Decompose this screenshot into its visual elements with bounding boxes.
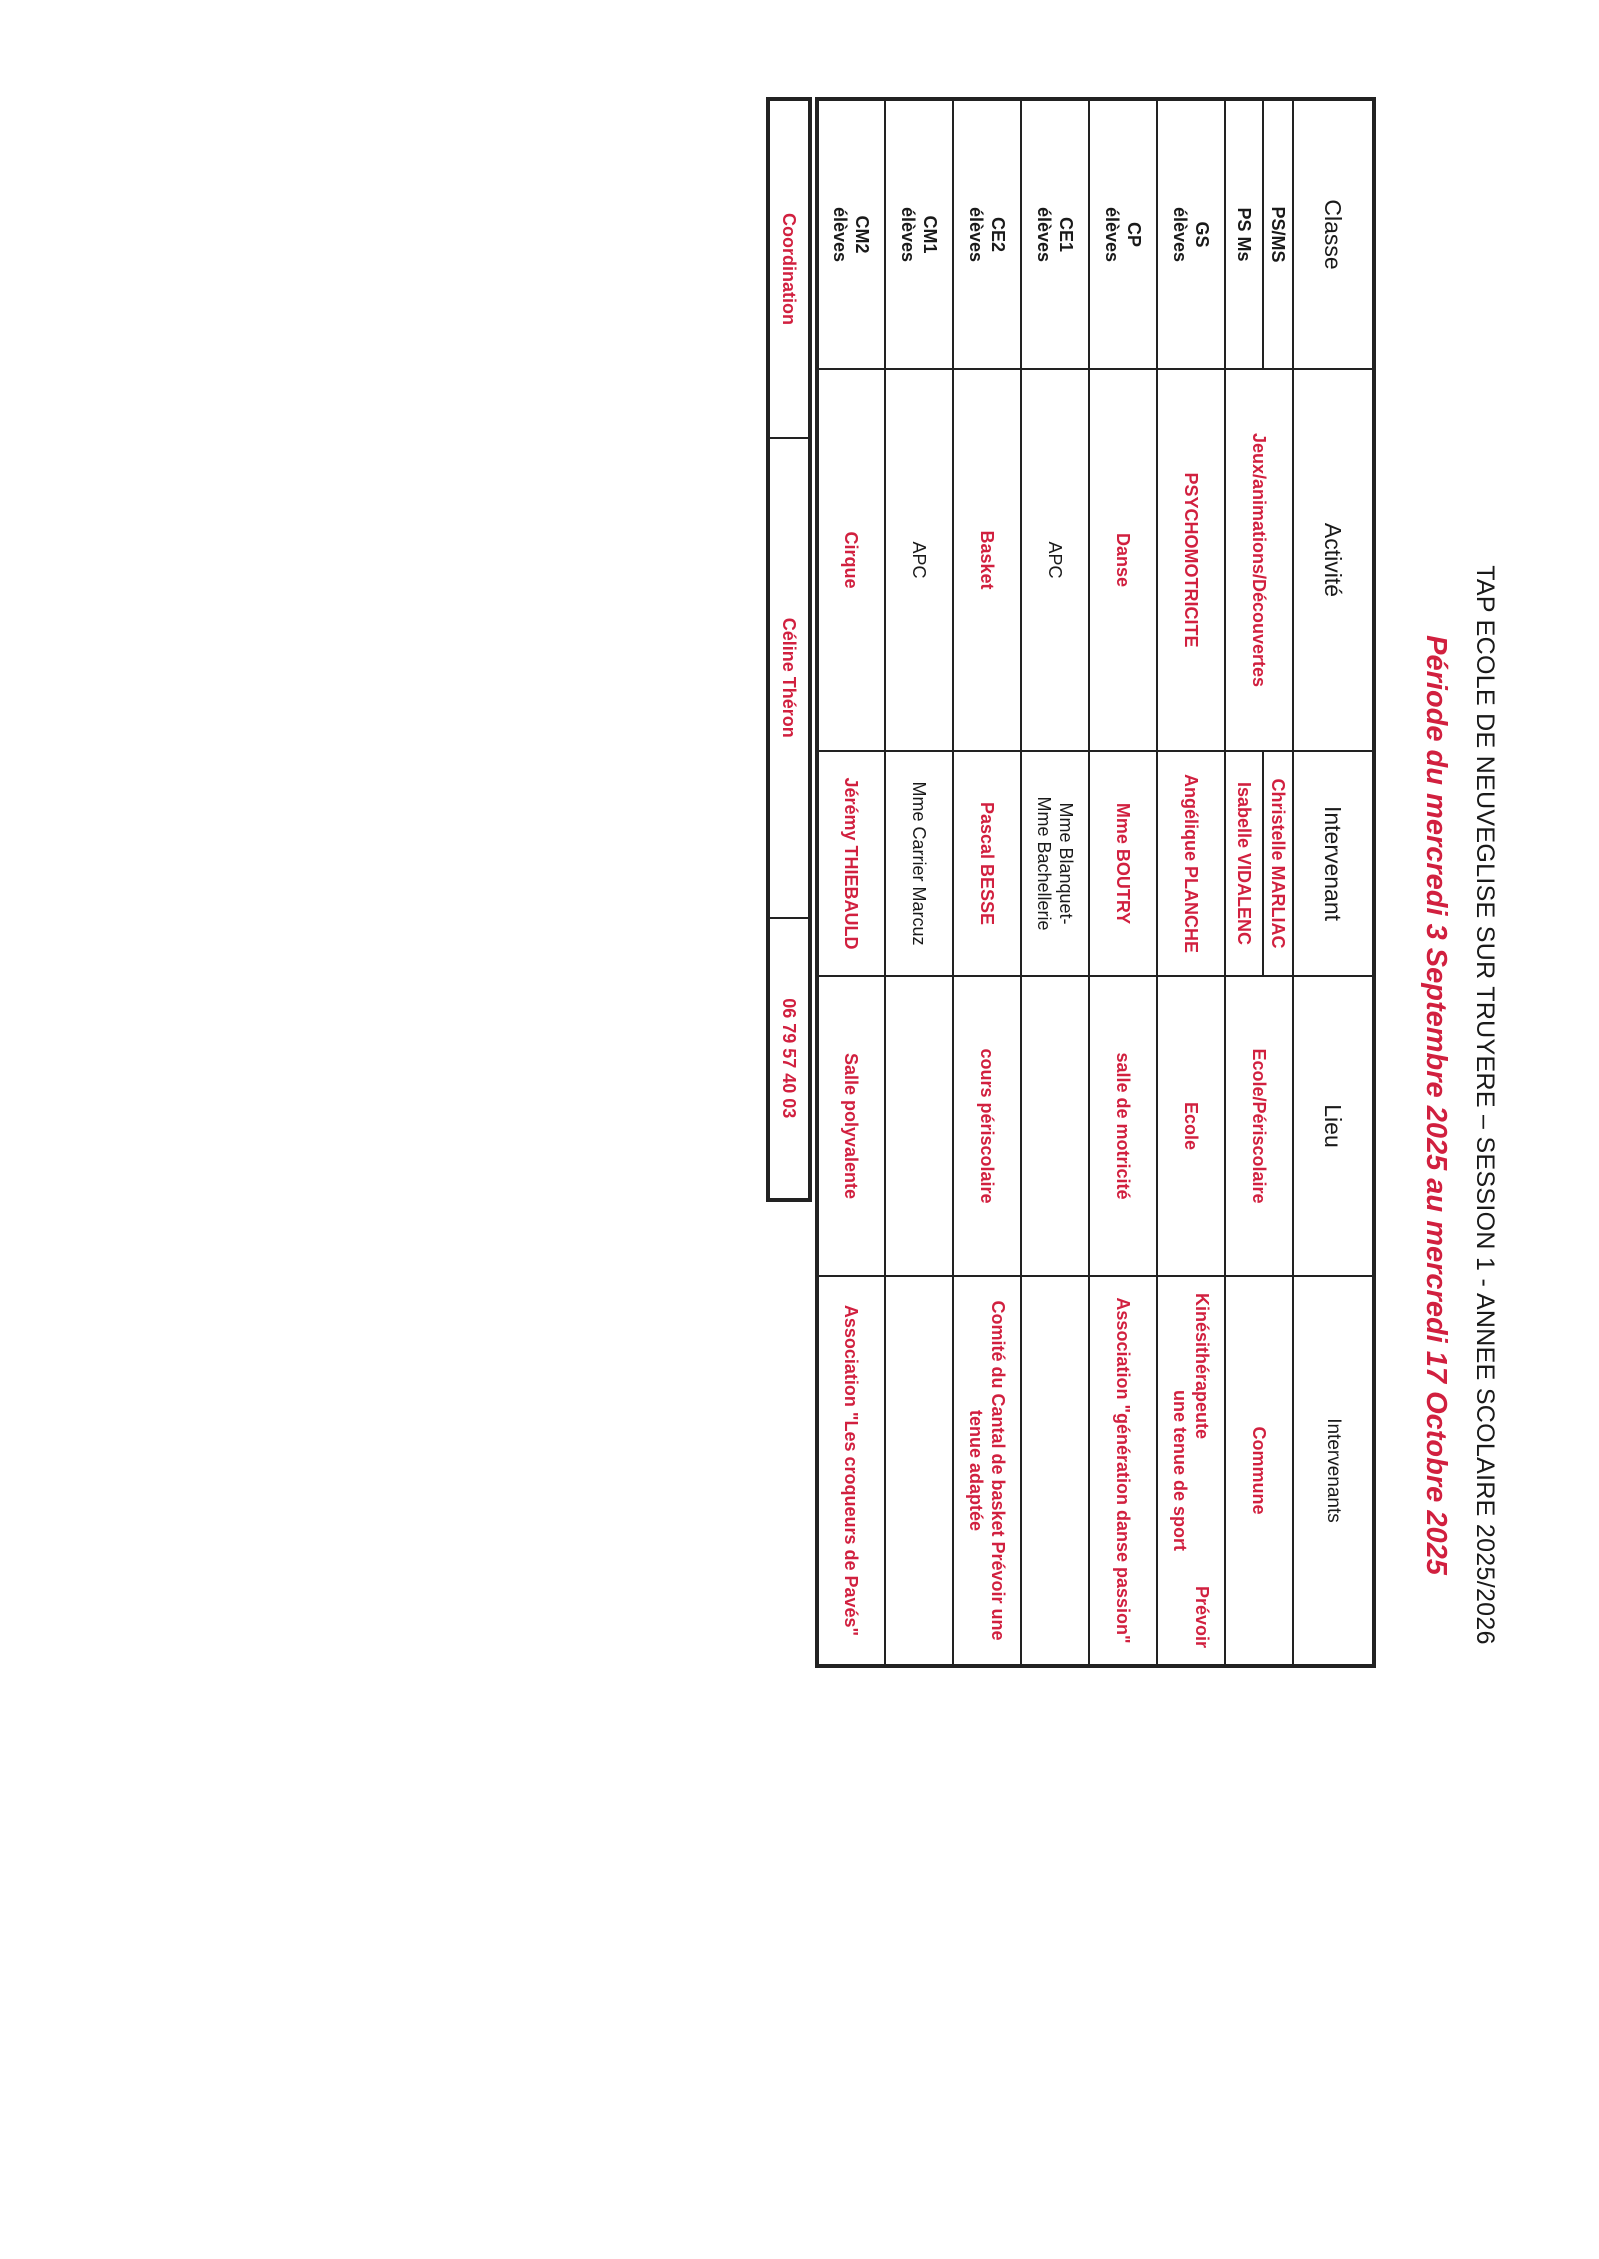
classe-label: CM2 bbox=[852, 215, 873, 254]
intervenant-cell bbox=[1021, 751, 1089, 976]
lieu-cell bbox=[1089, 976, 1157, 1276]
coordination-label: Coordination bbox=[768, 99, 810, 438]
table-row bbox=[1021, 99, 1089, 1666]
intervenant-label: Angélique PLANCHE bbox=[1181, 773, 1201, 953]
classe-cell bbox=[1157, 99, 1225, 369]
lieu-cell bbox=[885, 976, 953, 1276]
activite-label: Danse bbox=[1113, 532, 1133, 588]
classe-cell bbox=[953, 99, 1021, 369]
activite-label: APC bbox=[909, 541, 929, 579]
intervenants-cell bbox=[1089, 1276, 1157, 1666]
intervenants-cell bbox=[817, 1276, 885, 1666]
intervenant-cell bbox=[1225, 751, 1263, 976]
activite-cell bbox=[953, 369, 1021, 751]
intervenants-label: Association "Les croqueurs de Pavés" bbox=[841, 1304, 862, 1637]
table-row bbox=[1157, 99, 1225, 1666]
intervenants-note-line2: une tenue de sport bbox=[1170, 1389, 1190, 1551]
table-row bbox=[1089, 99, 1157, 1666]
intervenants-label: Comité du Cantal de basket Prévoir une bbox=[988, 1300, 1008, 1641]
activite-cell bbox=[1089, 369, 1157, 751]
activite-label: PSYCHOMOTRICITE bbox=[1181, 472, 1201, 648]
classe-sublabel: élèves bbox=[1170, 206, 1190, 263]
intervenants-label: Commune bbox=[1249, 1426, 1269, 1515]
intervenants-cell bbox=[1225, 1276, 1293, 1666]
intervenants-label-line2: tenue adaptée bbox=[966, 1409, 986, 1532]
lieu-label: cours périscolaire bbox=[977, 1048, 997, 1204]
classe-sublabel: élèves bbox=[830, 206, 851, 263]
activite-label: Basket bbox=[977, 530, 997, 590]
intervenants-cell bbox=[953, 1276, 1021, 1666]
lieu-cell bbox=[1225, 976, 1293, 1276]
header-lieu: Lieu bbox=[1293, 976, 1374, 1276]
intervenant-label: Christelle MARLIAC bbox=[1268, 778, 1288, 949]
table-row bbox=[1263, 99, 1293, 1666]
coordination-phone: 06 79 57 40 03 bbox=[768, 918, 810, 1200]
coordination-table bbox=[766, 97, 812, 1202]
activite-label: Cirque bbox=[841, 531, 862, 589]
table-row bbox=[953, 99, 1021, 1666]
activite-cell bbox=[1021, 369, 1089, 751]
classe-label: PS/MS bbox=[1268, 206, 1288, 263]
schedule-table bbox=[815, 97, 1376, 1668]
intervenant-label: Mme Blanquet- bbox=[1056, 802, 1076, 925]
classe-cell bbox=[1021, 99, 1089, 369]
intervenant-label: Isabelle VIDALENC bbox=[1234, 781, 1254, 946]
intervenant-label: Pascal BESSE bbox=[977, 801, 997, 926]
classe-sublabel: élèves bbox=[1034, 206, 1054, 263]
header-intervenants: Intervenants bbox=[1293, 1276, 1374, 1666]
intervenants-label: Association "génération danse passion" bbox=[1113, 1297, 1133, 1644]
header-intervenant: Intervenant bbox=[1293, 751, 1374, 976]
classe-label: CP bbox=[1124, 221, 1144, 247]
activite-cell bbox=[885, 369, 953, 751]
coordination-name: Céline Théron bbox=[768, 438, 810, 918]
intervenants-cell bbox=[1157, 1276, 1225, 1666]
lieu-cell bbox=[1021, 976, 1089, 1276]
intervenants-cell bbox=[1021, 1276, 1089, 1666]
intervenants-note: Prévoir bbox=[1192, 1585, 1212, 1648]
intervenant-cell bbox=[953, 751, 1021, 976]
classe-cell bbox=[1089, 99, 1157, 369]
classe-cell bbox=[1225, 99, 1263, 369]
classe-label: PS Ms bbox=[1234, 207, 1254, 262]
table-row bbox=[885, 99, 953, 1666]
activite-cell bbox=[817, 369, 885, 751]
intervenants-label: Kinésithérapeute bbox=[1192, 1293, 1212, 1440]
activite-cell bbox=[1225, 369, 1293, 751]
coordination-row bbox=[768, 99, 810, 1200]
classe-cell bbox=[885, 99, 953, 369]
intervenant-cell bbox=[1089, 751, 1157, 976]
classe-cell bbox=[1263, 99, 1293, 369]
classe-label: CE2 bbox=[988, 216, 1008, 252]
intervenants-cell bbox=[885, 1276, 953, 1666]
header-classe: Classe bbox=[1293, 99, 1374, 369]
lieu-cell bbox=[817, 976, 885, 1276]
classe-label: CE1 bbox=[1056, 216, 1076, 252]
classe-label: GS bbox=[1192, 221, 1212, 248]
lieu-cell bbox=[1157, 976, 1225, 1276]
intervenant-label-line2: Mme Bachellerie bbox=[1034, 796, 1054, 931]
classe-cell bbox=[817, 99, 885, 369]
lieu-label: Salle polyvalente bbox=[841, 1052, 862, 1200]
classe-sublabel: élèves bbox=[898, 206, 918, 263]
intervenant-cell bbox=[1263, 751, 1293, 976]
table-row bbox=[817, 99, 885, 1666]
intervenant-label: Mme Carrier Marcuz bbox=[909, 781, 929, 946]
intervenant-cell bbox=[1157, 751, 1225, 976]
lieu-label: Ecole bbox=[1181, 1101, 1201, 1151]
period-subtitle: Période du mercredi 3 Septembre 2025 au mercredi 17 Octobre 2025 bbox=[1420, 635, 1452, 1575]
intervenant-cell bbox=[817, 751, 885, 976]
intervenant-label: Jérémy THIEBAULD bbox=[841, 777, 862, 950]
lieu-label: salle de motricité bbox=[1113, 1052, 1133, 1200]
classe-sublabel: élèves bbox=[1102, 206, 1122, 263]
header-activite: Activité bbox=[1293, 369, 1374, 751]
classe-sublabel: élèves bbox=[966, 206, 986, 263]
lieu-label: Ecole/Périscolaire bbox=[1249, 1048, 1269, 1204]
classe-label: CM1 bbox=[920, 215, 940, 254]
activite-cell bbox=[1157, 369, 1225, 751]
intervenant-label: Mme BOUTRY bbox=[1113, 802, 1133, 925]
document-title: TAP ECOLE DE NEUVEGLISE SUR TRUYERE – SESSION 1 - ANNEE SCOLAIRE 2025/2026 bbox=[1471, 565, 1499, 1645]
activite-label: Jeux/animations/Découvertes bbox=[1249, 432, 1269, 688]
lieu-cell bbox=[953, 976, 1021, 1276]
activite-label: APC bbox=[1045, 541, 1065, 579]
intervenant-cell bbox=[885, 751, 953, 976]
header-row bbox=[1293, 99, 1374, 1666]
